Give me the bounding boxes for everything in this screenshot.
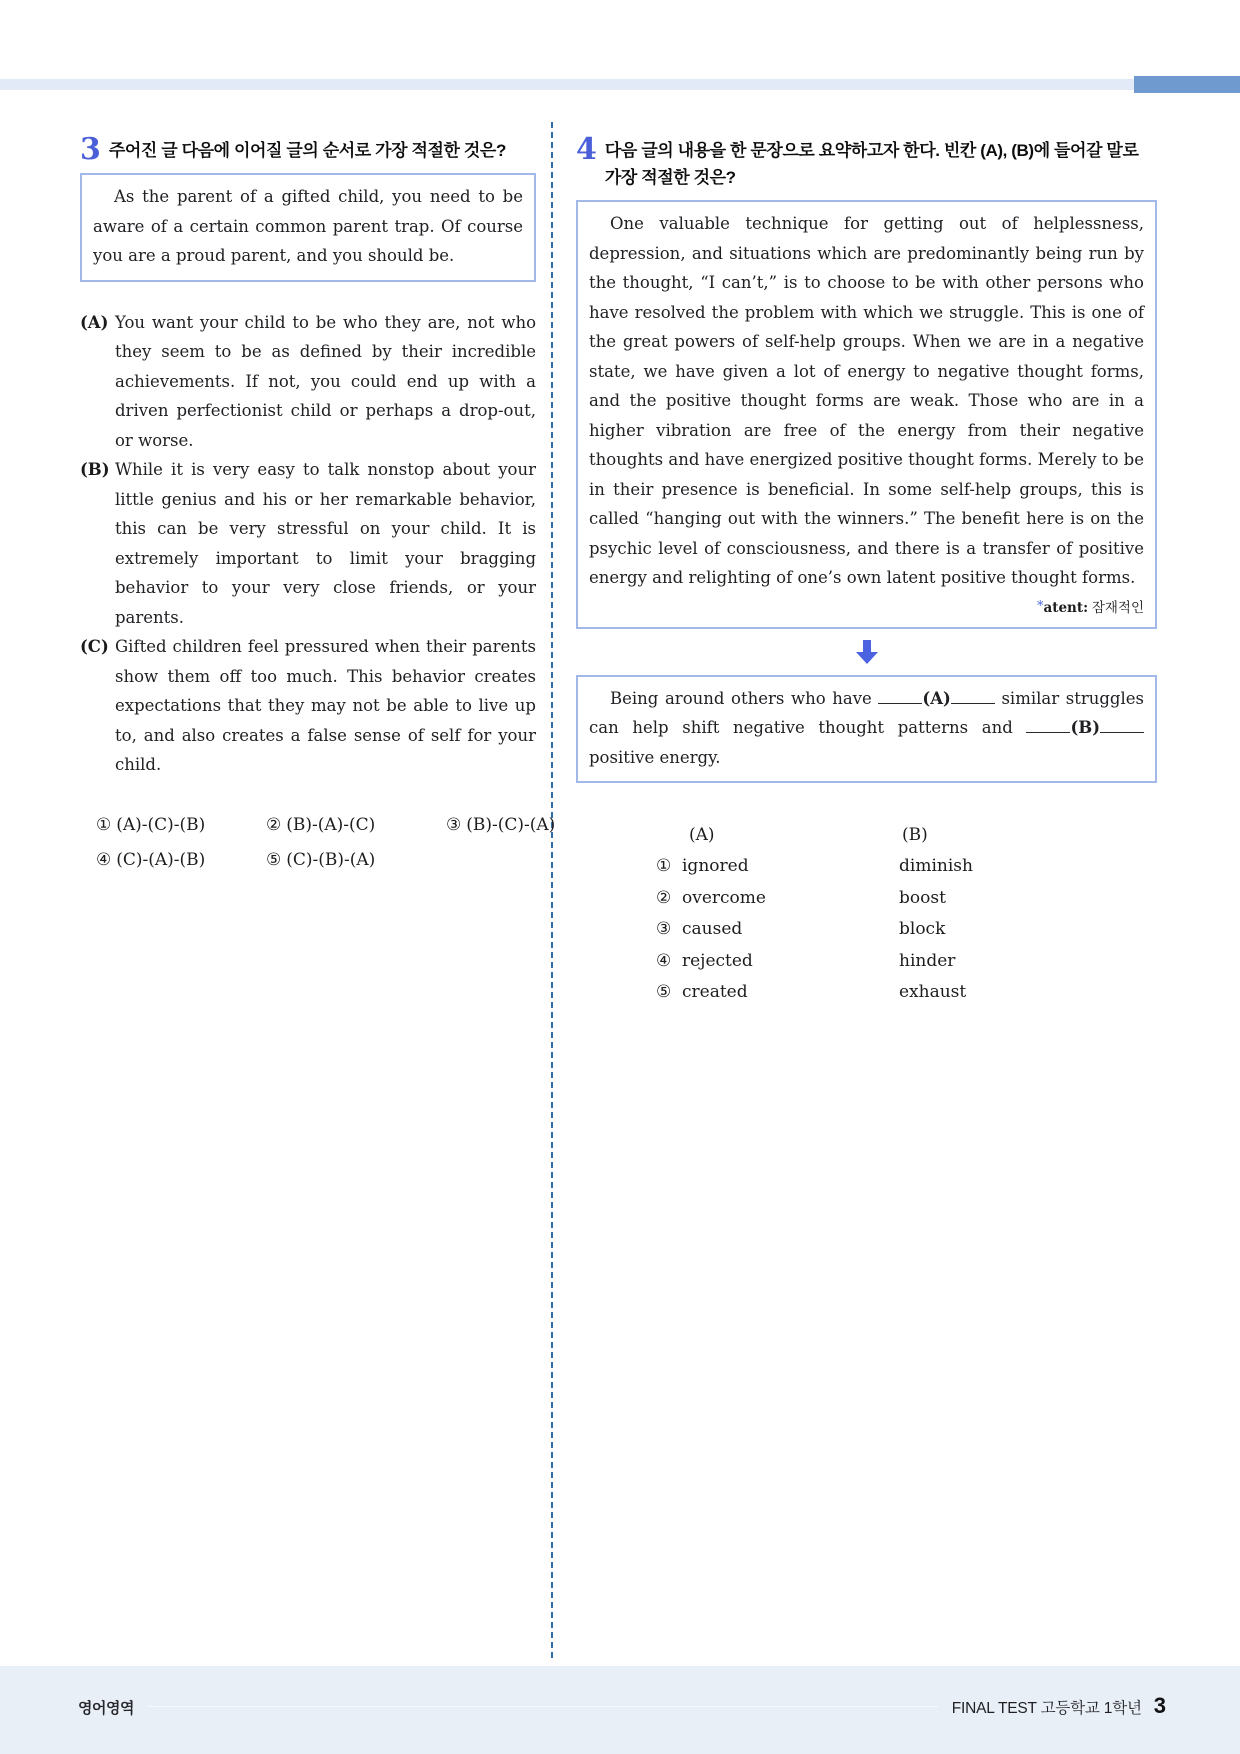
question-3	[80, 132, 556, 875]
blank-line	[1100, 732, 1144, 733]
question-4-passage: One valuable technique for getting out of helplessness, depression, and situations which are predominantly being run by the thought, “I can’t,” is to choose to be with other persons who have resolved the problem with which we struggle. This is one of the great powers of self-help groups. When we are in a negative state, we have given a lot of energy to negative thought forms, and the positive thought forms are weak. Those who are in a higher vibration are free of the energy from their negative thoughts and have energized positive thought forms. Merely to be in their presence is beneficial. In some self-help groups, this is called “hanging out with the winners.” The benefit here is on the psychic level of consciousness, and there is a transfer of positive energy and relighting of one’s own latent positive thought forms.	[589, 214, 1144, 587]
question-3-paragraph-list	[80, 308, 536, 780]
choice-number-icon: ①	[96, 814, 112, 835]
choice-number-icon: ⑤	[266, 849, 282, 870]
option-number-icon: ⑤	[656, 982, 672, 1002]
question-3-choices	[80, 810, 556, 875]
question-4-summary-box	[576, 675, 1157, 784]
option-row	[576, 919, 1157, 951]
summary-post-b: positive energy.	[589, 747, 721, 767]
column-b-header: (B)	[902, 825, 928, 845]
choice-number-icon: ②	[266, 814, 282, 835]
question-4-passage-box	[576, 200, 1157, 629]
summary-sentence	[589, 684, 1144, 773]
options-header-row	[576, 825, 1157, 856]
question-3-given-text: As the parent of a gifted child, you need to be aware of a certain common parent trap. Of course you are a proud parent, and you should be.	[93, 187, 523, 265]
footnote-asterisk: *	[1036, 598, 1044, 614]
summary-mid: similar struggles can help shift negative thought patterns and	[589, 688, 1144, 737]
paragraph-label: (C)	[80, 637, 109, 656]
question-4-header	[576, 132, 1157, 191]
option-b-word: exhaust	[899, 982, 967, 1002]
page-footer	[0, 1666, 1240, 1754]
option-b-word: diminish	[899, 856, 973, 876]
blank-a-label: (A)	[922, 688, 951, 708]
paragraph-text: Gifted children feel pressured when their parents show them off too much. This behavior creates expectations that they may not be able to live up to, and also creates a false sense of self for your child.	[115, 637, 536, 774]
option-row	[576, 856, 1157, 888]
option-a-word: ignored	[682, 856, 749, 876]
summary-pre-a: Being around others who have	[610, 688, 872, 708]
question-3-number: 3	[80, 132, 101, 167]
choice-number-icon: ③	[446, 814, 462, 835]
choice-text: (B)-(A)-(C)	[286, 814, 376, 835]
down-arrow-icon	[856, 640, 878, 664]
question-4-title: 다음 글의 내용을 한 문장으로 요약하고자 한다. 빈칸 (A), (B)에 들어갈 말로 가장 적절한 것은?	[604, 141, 1139, 187]
question-4-number: 4	[576, 132, 597, 167]
option-b-word: block	[899, 919, 946, 939]
option-a-word: caused	[682, 919, 743, 939]
footer-section-label: 영어영역	[78, 1700, 134, 1717]
blank-line	[951, 703, 995, 704]
question-4	[576, 132, 1157, 1014]
answer-choice	[96, 845, 266, 875]
choice-number-icon: ④	[96, 849, 112, 870]
top-divider-bar	[0, 79, 1240, 90]
blank-b-label: (B)	[1070, 718, 1100, 737]
paragraph-text: You want your child to be who they are, not who they seem to be as defined by their incredible achievements. If not, you could end up with a driven perfectionist child or perhaps a drop-out, or worse.	[115, 312, 536, 450]
choice-text: (A)-(C)-(B)	[116, 814, 206, 835]
answer-choice	[266, 845, 446, 875]
question-3-header	[80, 132, 536, 167]
paragraph-label: (A)	[80, 312, 109, 332]
footnote-definition: 잠재적인	[1088, 599, 1144, 615]
column-a-header: (A)	[689, 825, 715, 845]
top-accent-bar	[1134, 76, 1240, 93]
option-b-word: boost	[899, 887, 946, 908]
option-number-icon: ④	[656, 950, 672, 971]
option-number-icon: ②	[656, 887, 672, 908]
ordered-paragraph	[80, 455, 536, 632]
option-number-icon: ①	[656, 856, 672, 876]
choice-text: (B)-(C)-(A)	[466, 814, 556, 835]
options-rows	[576, 856, 1157, 1014]
paragraph-label: (B)	[80, 460, 110, 479]
footnote-term: atent:	[1043, 599, 1089, 616]
footer-page-number: 3	[1153, 1693, 1166, 1718]
option-row	[576, 982, 1157, 1014]
option-a-word: overcome	[682, 887, 766, 908]
footer-divider-line	[148, 1706, 938, 1707]
question-4-options	[576, 825, 1157, 1014]
footer-test-label: FINAL TEST 고등학교 1학년	[951, 1700, 1142, 1717]
answer-choice	[96, 810, 266, 840]
column-divider-dashed-line	[551, 122, 553, 1658]
question-3-given-text-box	[80, 173, 536, 282]
paragraph-text: While it is very easy to talk nonstop about your little genius and his or her remarkable behavior, this can be very stressful on your child. It is extremely important to limit your bragging behavior to your very close friends, or your parents.	[115, 460, 536, 627]
blank-line	[1026, 732, 1070, 733]
answer-choice	[266, 810, 446, 840]
option-b-word: hinder	[899, 950, 956, 971]
blank-line	[878, 703, 922, 704]
summary-arrow-row	[576, 640, 1157, 665]
footer-content	[0, 1666, 1240, 1719]
passage-footnote	[589, 597, 1144, 618]
option-row	[576, 951, 1157, 983]
option-a-word: rejected	[682, 950, 753, 971]
option-a-word: created	[682, 982, 748, 1002]
choice-text: (C)-(A)-(B)	[116, 849, 206, 870]
answer-choice	[446, 810, 555, 840]
option-number-icon: ③	[656, 919, 672, 939]
option-row	[576, 888, 1157, 920]
question-3-title: 주어진 글 다음에 이어질 글의 순서로 가장 적절한 것은?	[108, 141, 506, 160]
ordered-paragraph	[80, 308, 536, 456]
ordered-paragraph	[80, 632, 536, 780]
choice-text: (C)-(B)-(A)	[286, 849, 376, 870]
